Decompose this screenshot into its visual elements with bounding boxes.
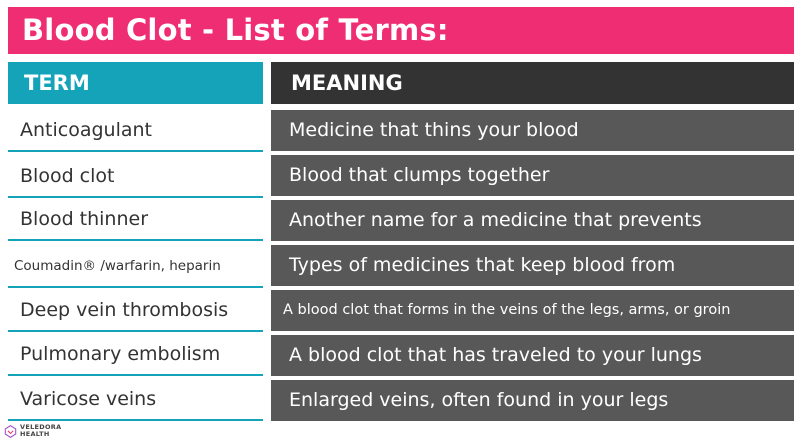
meaning-cell-anticoagulant: Medicine that thins your blood [271,110,794,151]
logo-mark-icon [4,425,17,438]
term-cell-varicose-veins: Varicose veins [8,377,263,421]
veledora-health-logo [4,423,61,439]
page-title: Blood Clot - List of Terms: [8,7,794,54]
term-cell-blood-clot: Blood clot [8,154,263,198]
term-cell-deep-vein-thrombosis: Deep vein thrombosis [8,288,263,332]
logo-text-line2: HEALTH [20,430,50,438]
meaning-cell-deep-vein-thrombosis: A blood clot that forms in the veins of the legs, arms, or groin [271,290,794,331]
meaning-cell-blood-thinner: Another name for a medicine that prevents [271,200,794,241]
term-cell-anticoagulant: Anticoagulant [8,108,263,152]
term-column-header: TERM [8,62,263,104]
term-cell-pulmonary-embolism: Pulmonary embolism [8,332,263,376]
term-cell-blood-thinner: Blood thinner [8,197,263,241]
meaning-cell-blood-clot: Blood that clumps together [271,155,794,196]
meaning-column-header: MEANING [271,62,794,104]
meaning-cell-coumadin: Types of medicines that keep blood from [271,245,794,286]
term-cell-coumadin: Coumadin® /warfarin, heparin [8,244,263,288]
meaning-cell-varicose-veins: Enlarged veins, often found in your legs [271,380,794,421]
meaning-cell-pulmonary-embolism: A blood clot that has traveled to your lungs [271,335,794,376]
logo-text-line1: VELEDORA [20,423,62,431]
